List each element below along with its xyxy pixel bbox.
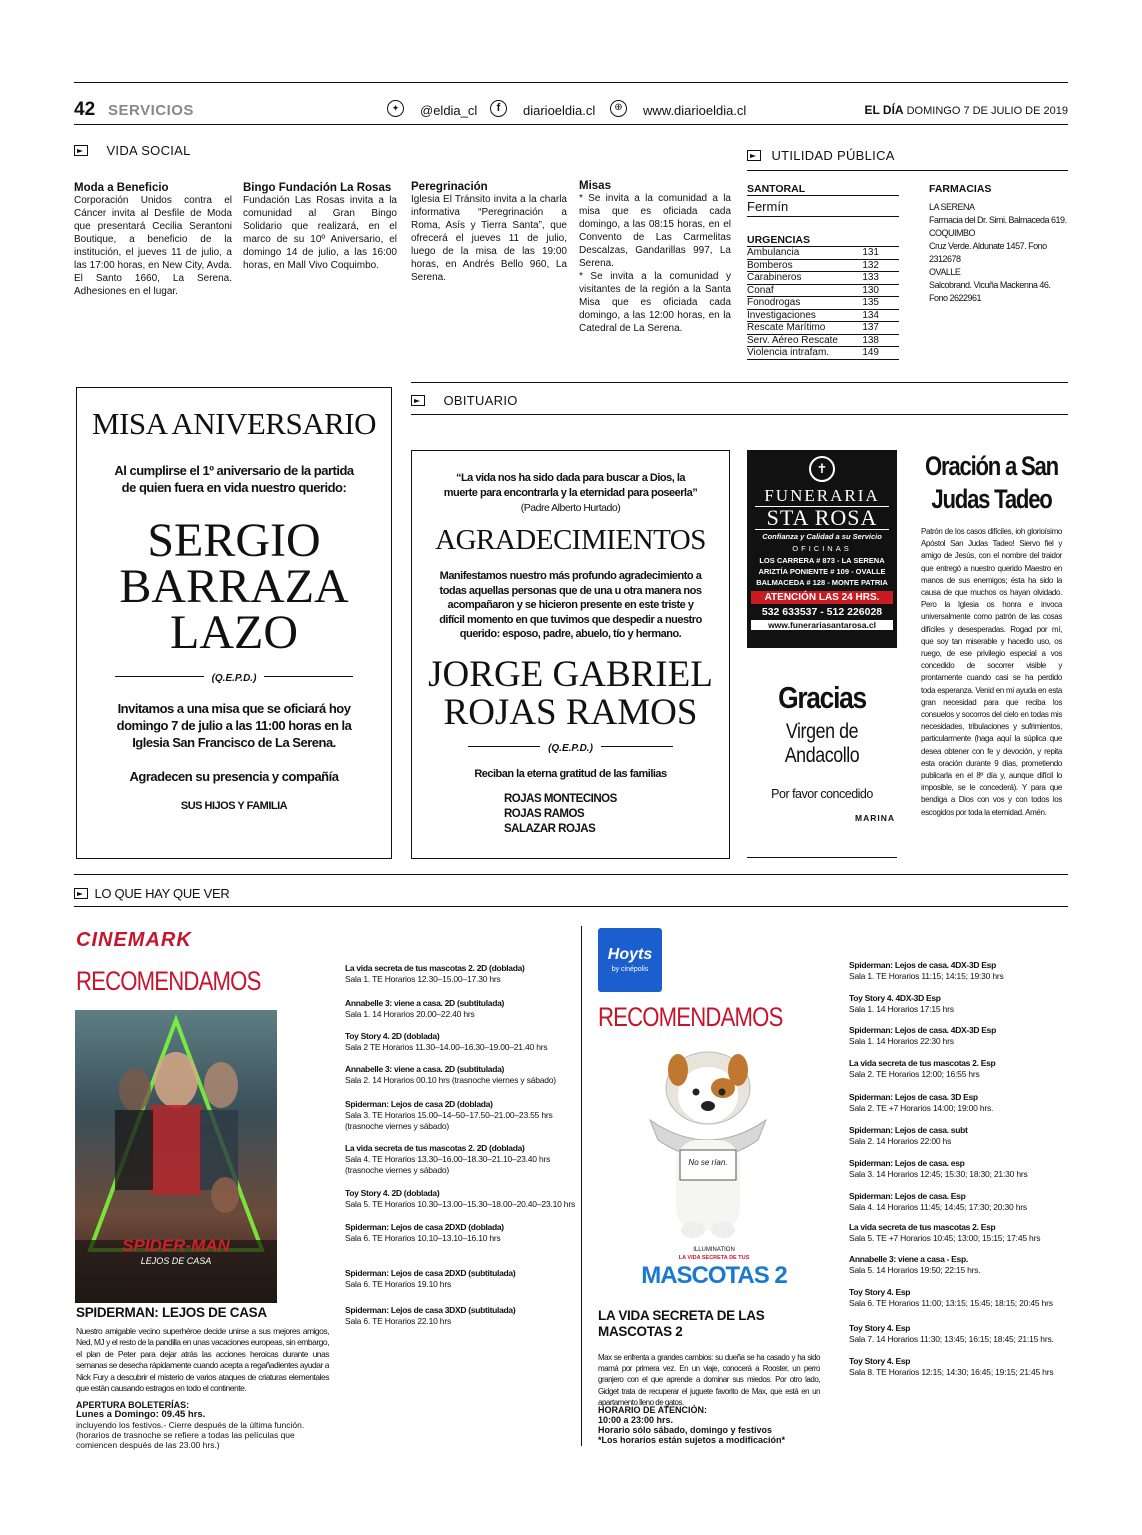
- item-text: Corporación Unidos contra el Cáncer invita al Desfile de Moda que presentará Cecilia Serantoni Boutique, a beneficio de la institución, el jueves 11 de julio, a las 17:00 horas, en New City, Avda. El Santo 1660, La Serena. Adhesiones en el lugar.: [74, 195, 232, 297]
- urgencia-number: 130: [862, 284, 879, 296]
- urgencia-name: Investigaciones: [747, 309, 816, 321]
- vida-social-header: [74, 142, 191, 160]
- farmacia-address: Cruz Verde. Aldunate 1457. Fono 2312678: [929, 241, 1047, 264]
- page-number: 42: [74, 99, 96, 120]
- recomendamos-heading: RECOMENDAMOS: [598, 1002, 783, 1032]
- urgencia-name: Ambulancia: [747, 247, 800, 258]
- film-schedule: Sala 3. TE Horarios 15.00–14–50–17.50–21.00–23.55 hrs (trasnoche viernes y sábado): [345, 1110, 553, 1131]
- poster-small-title: LA VIDA SECRETA DE TUS: [678, 1255, 750, 1261]
- farmacia-address: Farmacia del Dr. Simi. Balmaceda 619.: [929, 215, 1067, 225]
- film-schedule: Sala 5. TE +7 Horarios 10:45; 13:00; 15:15; 17:45 hrs: [849, 1233, 1041, 1243]
- film-listing: [849, 1191, 1069, 1213]
- film-title: Annabelle 3: viene a casa - Esp.: [849, 1254, 968, 1264]
- film-schedule: Sala 4. 14 Horarios 11:45; 14:45; 17:30; 20:30 hrs: [849, 1202, 1027, 1212]
- film-title: Spiderman: Lejos de casa. 4DX-3D Esp: [849, 960, 996, 970]
- film-title: Spiderman: Lejos de casa. esp: [849, 1158, 965, 1168]
- film-listing: [849, 1323, 1069, 1345]
- obituario-header: [411, 392, 518, 410]
- agrad-body: Manifestamos nuestro más profundo agradecimiento a todas aquellas personas que de una u otra manera nos acompañaron y se hicieron presente en este triste y difícil momento en que tuvimos que despedir a nuestro querido: esposo, padre, abuelo, tío y hermano.: [439, 570, 702, 640]
- gracias-line: Por favor concedido: [771, 787, 873, 801]
- urgencia-row: [747, 272, 899, 285]
- website-link[interactable]: www.diarioeldia.cl: [643, 103, 747, 118]
- vida-social-item: [74, 182, 232, 298]
- boleterias-info: [76, 1400, 331, 1450]
- movie-title: LA VIDA SECRETA DE LAS MASCOTAS 2: [598, 1308, 765, 1339]
- boleterias-note: incluyendo los festivos.- Cierre después de la última función. (horarios de trasnoche se refiere a todas las películas que comiencen después de las 23.00 hrs.): [76, 1420, 305, 1450]
- qepd: (Q.E.P.D.): [204, 673, 265, 684]
- film-title: Toy Story 4. Esp: [849, 1323, 911, 1333]
- film-title: Toy Story 4. Esp: [849, 1287, 911, 1297]
- urgencia-number: 137: [862, 322, 879, 333]
- film-title: Spiderman: Lejos de casa 2DXD (subtitulada): [345, 1268, 516, 1278]
- film-listing: [849, 1158, 1069, 1180]
- urgencia-name: Violencia intrafam.: [747, 347, 830, 358]
- urgencia-number: 133: [862, 272, 879, 283]
- agradecimientos-notice: [411, 450, 730, 859]
- oracion-title: Oración a San: [925, 451, 1058, 481]
- misa-title: MISA ANIVERSARIO: [92, 406, 376, 441]
- edition-date: DOMINGO 7 DE JULIO DE 2019: [906, 105, 1068, 117]
- cine-header: [74, 885, 229, 903]
- film-schedule: Sala 5. TE Horarios 10.30–13.00–15.30–18.00–20.40–23.10 hrs: [345, 1199, 576, 1209]
- film-listing: [849, 1092, 1069, 1114]
- horario-note: Horario sólo sábado, domingo y festivos: [598, 1425, 773, 1435]
- funeraria-phones: 532 633537 - 512 226028: [761, 606, 883, 618]
- gracias-title: Gracias: [778, 680, 866, 715]
- movie-title: SPIDERMAN: LEJOS DE CASA: [76, 1305, 267, 1320]
- boleterias-label: APERTURA BOLETERÍAS:: [76, 1400, 190, 1410]
- film-listing: [345, 1064, 575, 1086]
- arrow-icon: [747, 150, 761, 161]
- misa-body: Invitamos a una misa que se oficiará hoy domingo 7 de julio a las 11:00 horas en la Iglesia San Francisco de La Serena.: [116, 701, 352, 750]
- urgencia-number: 131: [862, 247, 879, 258]
- twitter-icon: ✦: [387, 100, 404, 117]
- santoral-name: Fermín: [747, 199, 899, 217]
- urgencia-row: [747, 247, 899, 260]
- agrad-thanks: Reciban la eterna gratitud de las familias: [474, 767, 667, 780]
- poster-title: MASCOTAS 2: [641, 1262, 787, 1289]
- section-title: SERVICIOS: [108, 102, 194, 119]
- film-title: Spiderman: Lejos de casa 3DXD (subtitulada): [345, 1305, 516, 1315]
- farmacia-address: Salcobrand. Vicuña Mackenna 46. Fono 2622961: [929, 280, 1051, 303]
- film-listing: [345, 1188, 575, 1210]
- oracion-title: Judas Tadeo: [931, 484, 1052, 514]
- misa-thanks: Agradecen su presencia y compañía: [129, 769, 339, 784]
- funeraria-address: LOS CARRERA # 873 - LA SERENA: [759, 556, 885, 565]
- urgencia-number: 149: [862, 347, 879, 358]
- film-listing: [849, 993, 1069, 1015]
- spiderman-poster: [75, 1010, 277, 1303]
- cine-label: LO QUE HAY QUE VER: [94, 886, 230, 901]
- film-schedule: Sala 2. 14 Horarios 22:00 hs: [849, 1136, 952, 1146]
- farmacias-block: [929, 183, 1069, 305]
- farmacia-city: LA SERENA: [929, 202, 975, 212]
- film-title: Annabelle 3: viene a casa. 2D (subtitulada): [345, 998, 505, 1008]
- misa-intro: Al cumplirse el 1º aniversario de la partida de quien fuera en vida nuestro querido:: [114, 463, 354, 495]
- urgencia-row: [747, 335, 899, 348]
- film-schedule: Sala 2 TE Horarios 11.30–14.00–16.30–19.00–21.40 hrs: [345, 1042, 548, 1052]
- film-title: Spiderman: Lejos de casa 2D (doblada): [345, 1099, 493, 1109]
- film-listing: [345, 998, 575, 1020]
- globe-icon: ⊕: [610, 100, 627, 117]
- quote-text: “La vida nos ha sido dada para buscar a Dios, la muerte para encontrarla y la eternidad para poseerla”: [443, 472, 698, 499]
- film-title: Toy Story 4. 4DX-3D Esp: [849, 993, 941, 1003]
- movie-synopsis: Max se enfrenta a grandes cambios: su dueña se ha casado y ha sido mamá por primera vez. En un viaje, conocerá a Rooster, un perro granjero con el que aprende a dominar sus miedos. Por otro lado, Gidget trata de recuperar el juguete favorito de Max, que está en un apartamento lleno de gatos.: [598, 1353, 820, 1407]
- santoral-label: SANTORAL: [747, 183, 899, 196]
- arrow-icon: [74, 888, 88, 899]
- film-title: La vida secreta de tus mascotas 2. Esp: [849, 1058, 996, 1068]
- film-listing: [345, 1222, 575, 1244]
- urgencias-block: [747, 234, 899, 360]
- film-listing: [345, 1143, 575, 1176]
- film-title: Toy Story 4. 2D (doblada): [345, 1031, 440, 1041]
- film-schedule: Sala 4. TE Horarios 13.30–16.00–18.30–21.10–23.40 hrs (trasnoche viernes y sábado): [345, 1154, 551, 1175]
- quote-author: (Padre Alberto Hurtado): [520, 502, 621, 514]
- film-schedule: Sala 2. TE +7 Horarios 14:00; 19:00 hrs.: [849, 1103, 994, 1113]
- deceased-name: BARRAZA: [119, 560, 349, 613]
- urgencia-name: Conaf: [747, 284, 774, 296]
- funeraria-address: ARIZTÍA PONIENTE # 109 - OVALLE: [758, 567, 886, 576]
- film-schedule: Sala 1. TE Horarios 11:15; 14:15; 19:30 hrs: [849, 971, 1004, 981]
- horario-hours: 10:00 a 23:00 hrs.: [598, 1415, 674, 1425]
- oracion-notice: [921, 450, 1062, 819]
- film-schedule: Sala 5. 14 Horarios 19:50; 22:15 hrs.: [849, 1265, 981, 1275]
- hoyts-listings: [849, 960, 1069, 1391]
- misa-aniversario-notice: [76, 387, 392, 859]
- cinemark-listings: [345, 963, 575, 1340]
- farmacia-city: OVALLE: [929, 267, 961, 277]
- arrow-icon: [74, 145, 88, 156]
- film-schedule: Sala 1. 14 Horarios 20.00–22.40 hrs: [345, 1009, 475, 1019]
- film-title: Spiderman: Lejos de casa. 3D Esp: [849, 1092, 978, 1102]
- film-schedule: Sala 7. 14 Horarios 11:30; 13:45; 16:15; 18:45; 21:15 hrs.: [849, 1334, 1054, 1344]
- urgencia-number: 138: [862, 334, 879, 346]
- boleterias-hours: Lunes a Domingo: 09.45 hrs.: [76, 1409, 206, 1420]
- film-title: Spiderman: Lejos de casa. subt: [849, 1125, 968, 1135]
- deceased-name: SERGIO: [147, 514, 321, 567]
- twitter-handle[interactable]: @eldia_cl: [420, 103, 478, 118]
- farmacias-label: FARMACIAS: [929, 183, 992, 195]
- horario-info: [598, 1405, 828, 1445]
- film-listing: [849, 1025, 1069, 1047]
- urgencia-name: Rescate Marítimo: [747, 322, 826, 333]
- arrow-icon: [411, 395, 425, 406]
- vida-social-label: VIDA SOCIAL: [106, 143, 191, 158]
- santoral-block: [747, 183, 899, 217]
- poster-studio: ILLUMINATION: [693, 1247, 735, 1253]
- film-listing: [849, 1222, 1069, 1244]
- urgencia-name: Bomberos: [747, 259, 793, 271]
- urgencia-row: [747, 297, 899, 310]
- item-title: Peregrinación: [411, 181, 488, 193]
- funeraria-address: BALMACEDA # 128 - MONTE PATRIA: [756, 578, 888, 587]
- vida-social-item: [579, 180, 731, 335]
- funeraria-hours: ATENCIÓN LAS 24 HRS.: [751, 591, 893, 604]
- urgencia-name: Serv. Aéreo Rescate: [747, 334, 838, 346]
- film-schedule: Sala 8. TE Horarios 12:15; 14:30; 16:45; 19:15; 21:45 hrs: [849, 1367, 1054, 1377]
- film-listing: [849, 1254, 1069, 1276]
- item-text: * Se invita a la comunidad a la misa que es oficiada cada domingo, a las 08:15 horas, en el Convento de Las Carmelitas Descalzas, Gandarillas 997, La Serena. * Se invita a la comunidad y visitantes de la región a la Santa Misa que es oficiada cada domingo, a las 12:00 horas, en la Catedral de La Serena.: [579, 193, 731, 334]
- film-listing: [345, 963, 575, 985]
- film-schedule: Sala 6. TE Horarios 19.10 hrs: [345, 1279, 452, 1289]
- film-title: La vida secreta de tus mascotas 2. 2D (doblada): [345, 963, 525, 973]
- urgencia-row: [747, 322, 899, 335]
- film-title: Spiderman: Lejos de casa 2DXD (doblada): [345, 1222, 504, 1232]
- obituario-label: OBITUARIO: [443, 393, 518, 408]
- film-title: Toy Story 4. 2D (doblada): [345, 1188, 440, 1198]
- oracion-text: Patrón de los casos difíciles, ioh glorioísimo Apóstol San Judas Tadeo! Siervo fiel y amigo de Jesús, con el nombre del traidor que entregó a nuestro querido Maestro en manos de sus enemigos; ésta ha sido la causa de que muchos os hayan olvidado. Pero la Iglesia os honra e invoca universalmente como patrón de las cosas difíciles y desesperadas. Rogad por mí, que soy tan miserable y hacedlo uso, os ruego, de ese privilegio especial a vos concedido de socorrer visible y prontamente cuando casi se ha perdido toda esperanza. Venid en mi ayuda en esta gran necesidad para que reciba los consuelos y socorros del cielo en todas mis necesidades, tribulaciones y sufrimientos, particularmente (haga aquí la súplica que desea obtener con fe y devoción, y repita esta oración durante 9 días, prometiendo publicarla en el 8º día y, aunque difícil lo imposible, se le concederá). Y para que bendiga a Dios con vos y con todos los escogidos por toda la eternidad. Amén.: [921, 527, 1062, 817]
- family-name: ROJAS RAMOS: [504, 807, 585, 820]
- utilidad-header: [747, 147, 895, 165]
- film-schedule: Sala 1. 14 Horarios 22:30 hrs: [849, 1036, 954, 1046]
- film-listing: [849, 1058, 1069, 1080]
- agrad-title: AGRADECIMIENTOS: [435, 524, 706, 556]
- film-title: La vida secreta de tus mascotas 2. Esp: [849, 1222, 996, 1232]
- facebook-handle[interactable]: diarioeldia.cl: [523, 103, 596, 118]
- film-schedule: Sala 6. TE Horarios 11:00; 13:15; 15:45; 18:15; 20:45 hrs: [849, 1298, 1053, 1308]
- film-schedule: Sala 6. TE Horarios 22.10 hrs: [345, 1316, 452, 1326]
- film-listing: [849, 960, 1069, 982]
- funeraria-web[interactable]: www.funerariasantarosa.cl: [751, 620, 893, 630]
- film-title: Toy Story 4. Esp: [849, 1356, 911, 1366]
- funeraria-line1: FUNERARIA: [764, 486, 880, 505]
- cinemark-logo: CINEMARK: [76, 929, 192, 951]
- gracias-line: Andacollo: [784, 744, 860, 767]
- deceased-name: JORGE GABRIEL: [428, 653, 713, 695]
- recomendamos-heading: RECOMENDAMOS: [76, 966, 261, 996]
- film-listing: [849, 1356, 1069, 1378]
- mascotas-poster: [598, 1040, 830, 1302]
- film-listing: [345, 1305, 575, 1327]
- horario-note: *Los horarios están sujetos a modificación*: [598, 1435, 786, 1445]
- film-listing: [345, 1268, 575, 1290]
- cross-logo-icon: ✝: [809, 456, 835, 482]
- utilidad-label: UTILIDAD PÚBLICA: [771, 148, 895, 163]
- film-listing: [849, 1125, 1069, 1147]
- film-title: Spiderman: Lejos de casa. 4DX-3D Esp: [849, 1025, 996, 1035]
- funeraria-line2: STA ROSA: [755, 506, 889, 530]
- misa-sign: SUS HIJOS Y FAMILIA: [180, 800, 288, 812]
- gracias-sign: MARINA: [855, 813, 895, 823]
- film-schedule: Sala 2. TE Horarios 12:00; 16:55 hrs: [849, 1069, 980, 1079]
- urgencia-row: [747, 285, 899, 298]
- farmacia-city: COQUIMBO: [929, 228, 976, 238]
- urgencias-label: URGENCIAS: [747, 234, 899, 247]
- film-listing: [849, 1287, 1069, 1309]
- urgencia-row: [747, 310, 899, 323]
- film-schedule: Sala 1. TE Horarios 12.30–15.00–17.30 hrs: [345, 974, 501, 984]
- urgencia-row: [747, 347, 899, 360]
- film-listing: [345, 1031, 575, 1053]
- film-schedule: Sala 3. 14 Horarios 12:45; 15:30; 18:30; 21:30 hrs: [849, 1169, 1028, 1179]
- item-title: Moda a Beneficio: [74, 182, 169, 194]
- urgencia-number: 132: [862, 259, 879, 271]
- poster-subtitle: LEJOS DE CASA: [140, 1256, 212, 1266]
- hoyts-logo: Hoyts by cinépolis: [598, 928, 662, 992]
- urgencia-name: Carabineros: [747, 272, 802, 283]
- movie-synopsis: Nuestro amigable vecino superhéroe decide unirse a sus mejores amigos, Ned, MJ y el resto de la pandilla en unas vacaciones europeas, sin embargo, el plan de Peter para dejar atrás las acciones heroicas durante unas semanas se desecha rápidamente cuando acepta a regañadientes ayudar a Nick Fury a descubrir el misterio de varios ataques de criaturas elementales que están causando estragos en todo el continente.: [76, 1326, 329, 1394]
- deceased-name: LAZO: [170, 606, 298, 659]
- urgencia-number: 134: [862, 309, 879, 321]
- deceased-name: ROJAS RAMOS: [443, 691, 698, 733]
- family-name: ROJAS MONTECINOS: [504, 792, 617, 805]
- film-listing: [345, 1099, 575, 1132]
- family-name: SALAZAR ROJAS: [504, 822, 596, 835]
- item-title: Misas: [579, 180, 611, 192]
- funeraria-ad: [747, 450, 897, 648]
- item-text: Fundación Las Rosas invita a la comunidad al Gran Bingo Solidario que realizará, en el marco de su 10º Aniversario, el domingo 14 de julio, a las 16:00 horas, en Mall Vivo Coquimbo.: [243, 195, 397, 271]
- urgencia-name: Fonodrogas: [747, 297, 801, 308]
- qepd: (Q.E.P.D.): [540, 743, 601, 754]
- gracias-notice: [747, 680, 897, 823]
- urgencia-number: 135: [862, 297, 879, 308]
- brand-logo: EL DÍA: [864, 103, 904, 117]
- gracias-line: Virgen de: [785, 720, 859, 743]
- film-title: La vida secreta de tus mascotas 2. 2D (doblada): [345, 1143, 525, 1153]
- horario-label: HORARIO DE ATENCIÓN:: [598, 1405, 707, 1415]
- item-text: Iglesia El Tránsito invita a la charla informativa “Peregrinación a Roma, Asís y Tierra Santa”, que ofrecerá el jueves 11 de julio, luego de la misa de las 19:00 horas, en Andrés Bello 960, La Serena.: [411, 194, 567, 283]
- film-title: Spiderman: Lejos de casa. Esp: [849, 1191, 966, 1201]
- facebook-icon: f: [490, 100, 507, 117]
- poster-title: SPIDER-MAN: [122, 1236, 230, 1255]
- oficinas-label: OFICINAS: [792, 544, 852, 553]
- poster-note: No se rían.: [688, 1158, 728, 1167]
- vida-social-item: [243, 182, 397, 272]
- funeraria-slogan: Confianza y Calidad a su Servicio: [762, 532, 882, 541]
- film-schedule: Sala 1. 14 Horarios 17:15 hrs: [849, 1004, 954, 1014]
- item-title: Bingo Fundación La Rosas: [243, 182, 392, 194]
- vida-social-item: [411, 181, 567, 284]
- film-schedule: Sala 6. TE Horarios 10.10–13.10–16.10 hrs: [345, 1233, 501, 1243]
- urgencia-row: [747, 260, 899, 273]
- film-schedule: Sala 2. 14 Horarios 00.10 hrs (trasnoche viernes y sábado): [345, 1075, 556, 1085]
- film-title: Annabelle 3: viene a casa. 2D (subtitulada): [345, 1064, 505, 1074]
